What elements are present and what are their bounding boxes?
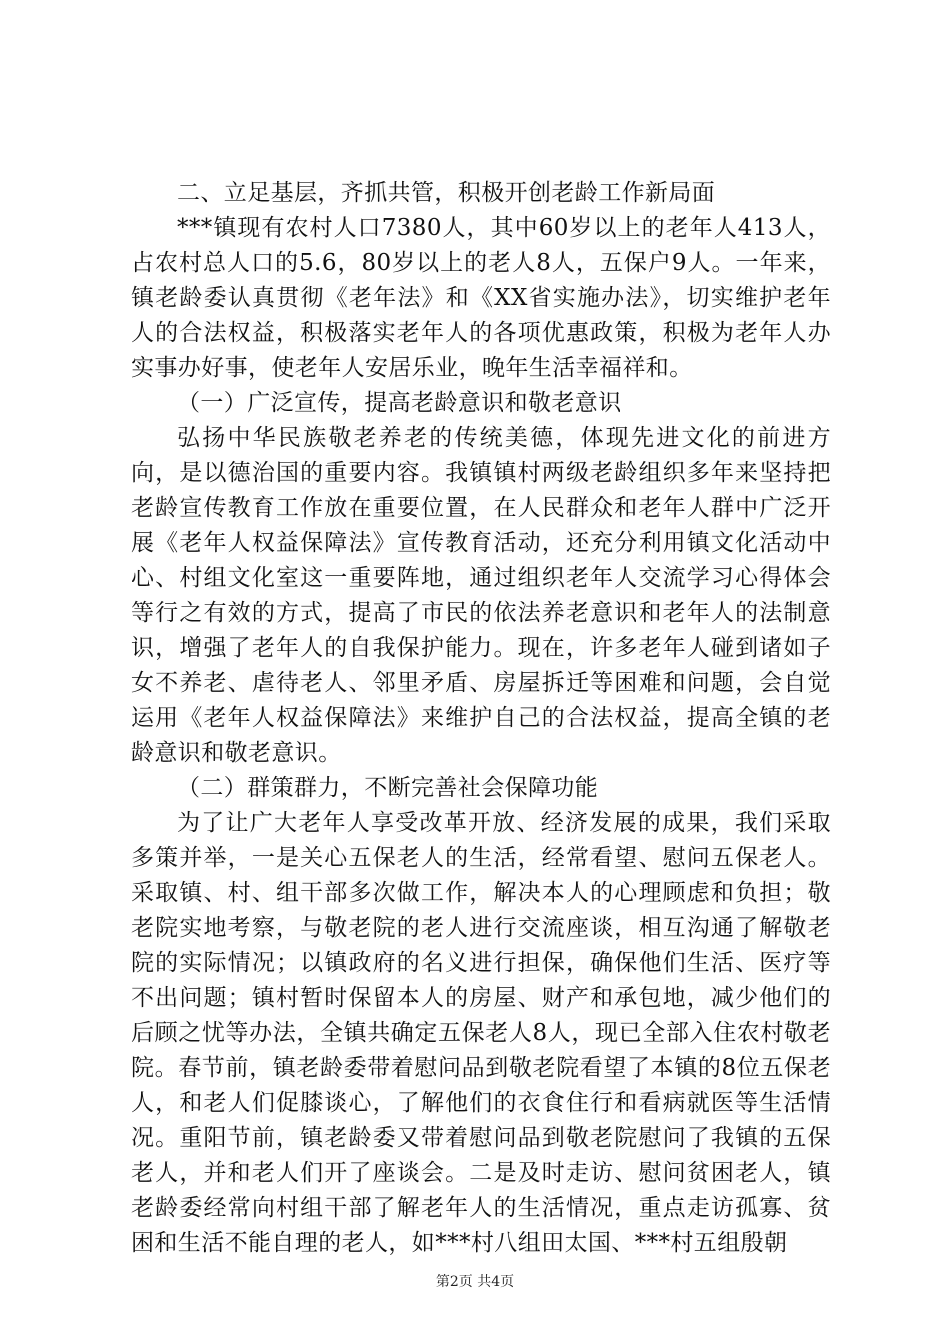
subsection-heading: （二）群策群力，不断完善社会保障功能 [177, 775, 599, 801]
body-paragraph: ***镇现有农村人口7380人，其中60岁以上的老年人413人，占农村总人口的5.6，80岁以上的老人8人，五保户9人。一年来，镇老龄委认真贯彻《老年法》和《XX省实施办法》，切实维护老年人的合法权益，积极落实老年人的各项优惠政策，积极为老年人办实事办好事，使老年人安居乐业，晚年生活幸福祥和。 [131, 215, 831, 381]
subsection-heading: （一）广泛宣传，提高老龄意识和敬老意识 [177, 390, 622, 416]
section-heading: 二、立足基层，齐抓共管，积极开创老龄工作新局面 [177, 180, 716, 206]
body-paragraph: 弘扬中华民族敬老养老的传统美德，体现先进文化的前进方向，是以德治国的重要内容。我镇镇村两级老龄组织多年来坚持把老龄宣传教育工作放在重要位置，在人民群众和老年人群中广泛开展《老年人权益保障法》宣传教育活动，还充分利用镇文化活动中心、村组文化室这一重要阵地，通过组织老年人交流学习心得体会等行之有效的方式，提高了市民的依法养老意识和老年人的法制意识，增强了老年人的自我保护能力。现在，许多老年人碰到诸如子女不养老、虐待老人、邻里矛盾、房屋拆迁等困难和问题，会自觉运用《老年人权益保障法》来维护自己的合法权益，提高全镇的老龄意识和敬老意识。 [131, 425, 831, 766]
body-paragraph: 为了让广大老年人享受改革开放、经济发展的成果，我们采取多策并举，一是关心五保老人的生活，经常看望、慰问五保老人。采取镇、村、组干部多次做工作，解决本人的心理顾虑和负担；敬老院实地考察，与敬老院的老人进行交流座谈，相互沟通了解敬老院的实际情况；以镇政府的名义进行担保，确保他们生活、医疗等不出问题；镇村暂时保留本人的房屋、财产和承包地，减少他们的后顾之忧等办法，全镇共确定五保老人8人，现已全部入住农村敬老院。春节前，镇老龄委带着慰问品到敬老院看望了本镇的8位五保老人，和老人们促膝谈心，了解他们的衣食住行和看病就医等生活情况。重阳节前，镇老龄委又带着慰问品到敬老院慰问了我镇的五保老人，并和老人们开了座谈会。二是及时走访、慰问贫困老人，镇老龄委经常向村组干部了解老年人的生活情况，重点走访孤寡、贫困和生活不能自理的老人，如***村八组田太国、***村五组殷朝 [131, 810, 831, 1256]
document-body [131, 176, 831, 1261]
page-number-footer: 第2页 共4页 [435, 1274, 515, 1290]
